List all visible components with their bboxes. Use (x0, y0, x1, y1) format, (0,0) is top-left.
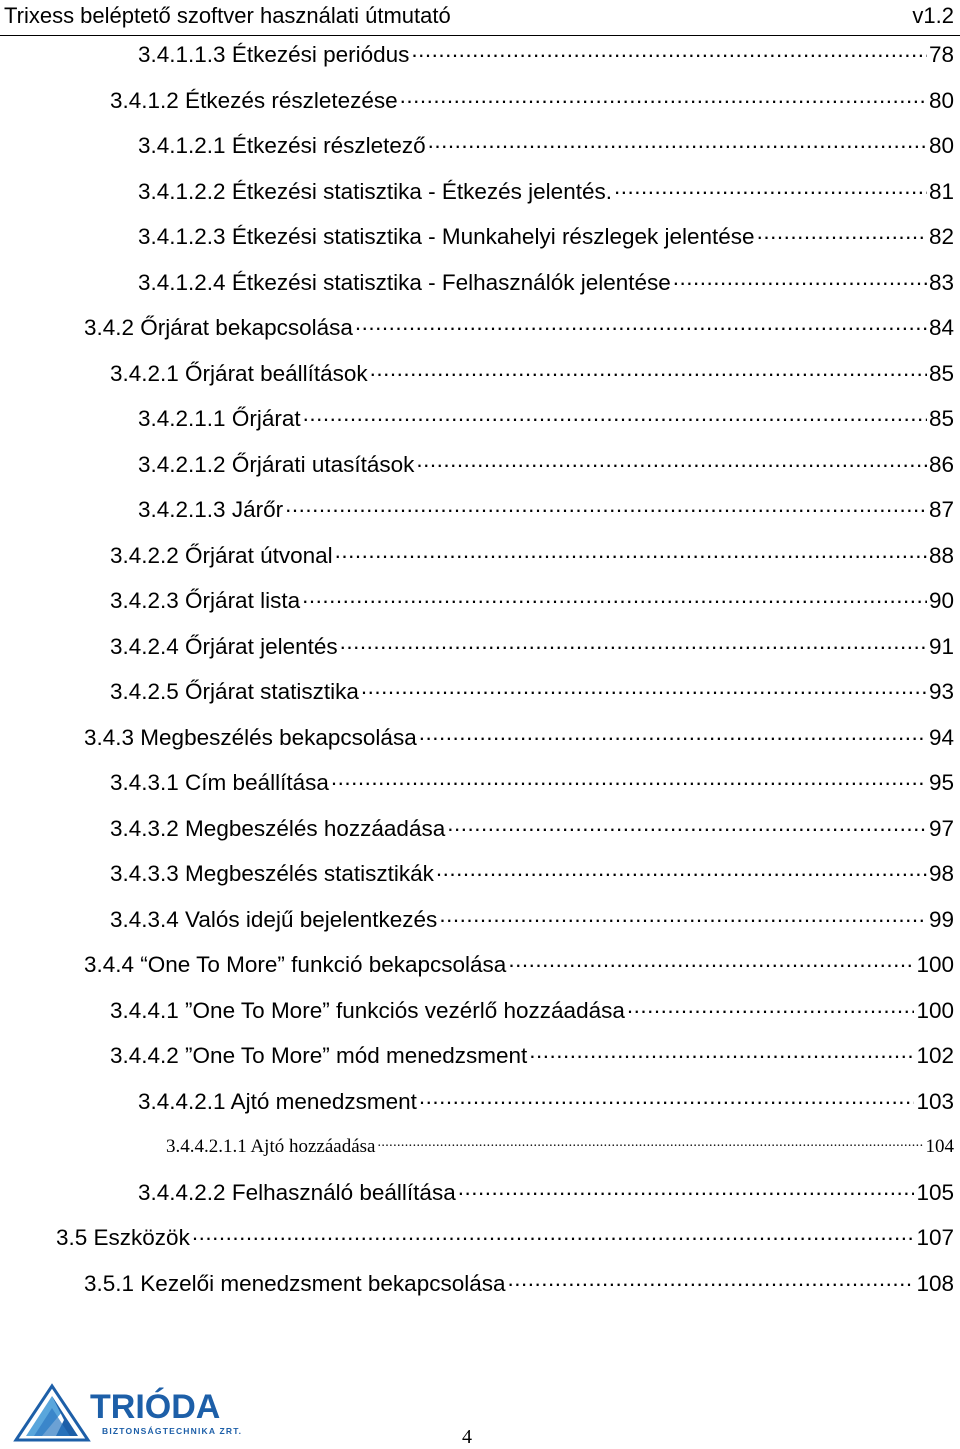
toc-entry-page: 98 (928, 861, 954, 886)
toc-entry-page: 86 (928, 451, 954, 477)
toc-entry-label: 3.4.1.1.3 Étkezési periódus (138, 42, 410, 67)
toc-entry-page: 93 (928, 679, 954, 704)
toc-entry-label: 3.4.2.3 Őrjárat lista (110, 588, 301, 613)
toc-entry[interactable] (138, 131, 954, 161)
toc-entry-page: 103 (916, 1088, 954, 1114)
toc-entry-page: 105 (916, 1179, 954, 1205)
toc-entry[interactable] (138, 1178, 954, 1208)
logo-triangle-icon (16, 1386, 88, 1440)
toc-entry-label: 3.4.1.2.1 Étkezési részletező (138, 133, 426, 158)
toc-dot-leader (458, 1178, 915, 1208)
toc-entry[interactable] (84, 313, 954, 343)
toc-entry[interactable] (138, 268, 954, 298)
toc-dot-leader (436, 859, 927, 889)
toc-entry-label: 3.4.1.2.4 Étkezési statisztika - Felhasználók jelentése (138, 269, 671, 295)
toc-dot-leader (428, 131, 927, 161)
toc-entry[interactable] (138, 450, 954, 480)
toc-entry[interactable] (110, 586, 954, 616)
toc-dot-leader (411, 40, 927, 70)
toc-entry-label: 3.4.3.4 Valós idejű bejelentkezés (110, 906, 438, 932)
toc-entry-page: 90 (928, 588, 954, 613)
toc-entry-page: 102 (916, 1043, 954, 1068)
toc-entry[interactable] (110, 541, 954, 571)
toc-entry[interactable] (110, 677, 954, 707)
toc-entry[interactable] (138, 40, 954, 70)
toc-entry-label: 3.5 Eszközök (56, 1225, 190, 1250)
logo-subtitle: BIZTONSÁGTECHNIKA ZRT. (102, 1426, 243, 1436)
toc-entry[interactable] (84, 723, 954, 753)
toc-entry[interactable] (110, 632, 954, 662)
toc-entry[interactable] (138, 495, 954, 525)
toc-entry[interactable] (110, 86, 954, 116)
toc-entry-page: 94 (928, 724, 954, 750)
toc-entry-page: 91 (928, 633, 954, 659)
toc-entry-page: 85 (928, 406, 954, 431)
toc-entry-label: 3.4.4.1 ”One To More” funkciós vezérlő hozzáadása (110, 997, 625, 1023)
toc-entry-label: 3.4.1.2.2 Étkezési statisztika - Étkezés jelentés. (138, 178, 612, 204)
toc-entry-label: 3.4.4.2.1 Ajtó menedzsment (138, 1088, 417, 1114)
toc-dot-leader (400, 86, 927, 116)
toc-entry-label: 3.4.4.2 ”One To More” mód menedzsment (110, 1043, 528, 1068)
toc-entry[interactable] (110, 814, 954, 844)
toc-entry-page: 80 (928, 87, 954, 113)
toc-entry-label: 3.4.3 Megbeszélés bekapcsolása (84, 724, 417, 750)
toc-dot-leader (302, 586, 927, 616)
toc-entry-page: 95 (928, 770, 954, 795)
toc-entry-label: 3.4.3.1 Cím beállítása (110, 770, 329, 795)
toc-entry[interactable] (110, 996, 954, 1026)
toc-dot-leader (508, 1269, 915, 1299)
toc-entry-page: 78 (928, 42, 954, 67)
toc-entry-label: 3.4.2 Őrjárat bekapcsolása (84, 315, 353, 340)
toc-dot-leader (377, 1132, 923, 1162)
toc-entry-page: 99 (928, 906, 954, 932)
toc-dot-leader (285, 495, 927, 525)
toc-dot-leader (361, 677, 927, 707)
toc-entry[interactable] (110, 905, 954, 935)
toc-dot-leader (192, 1223, 915, 1253)
toc-entry[interactable] (110, 359, 954, 389)
toc-entry-label: 3.4.4 “One To More” funkció bekapcsolása (84, 952, 507, 977)
toc-entry[interactable] (138, 222, 954, 252)
page-header (0, 0, 960, 36)
document-title: Trixess beléptető szoftver használati útmutató (4, 3, 451, 28)
toc-entry[interactable] (56, 1223, 954, 1253)
toc-entry-page: 81 (928, 178, 954, 204)
toc-entry[interactable] (166, 1132, 954, 1162)
logo-wordmark: TRIÓDA (90, 1388, 221, 1426)
toc-entry-label: 3.4.2.1.1 Őrjárat (138, 406, 301, 431)
toc-entry-page: 84 (928, 315, 954, 340)
toc-dot-leader (340, 632, 927, 662)
toc-entry-label: 3.4.2.1.3 Járőr (138, 497, 284, 522)
document-version: v1.2 (912, 3, 954, 28)
toc-entry-page: 97 (928, 815, 954, 841)
toc-dot-leader (331, 768, 927, 798)
toc-entry-label: 3.4.3.2 Megbeszélés hozzáadása (110, 815, 446, 841)
toc-entry-page: 83 (928, 269, 954, 295)
toc-entry[interactable] (110, 859, 954, 889)
toc-entry-label: 3.4.3.3 Megbeszélés statisztikák (110, 861, 434, 886)
toc-entry[interactable] (138, 404, 954, 434)
toc-entry-page: 108 (916, 1270, 954, 1296)
toc-entry-page: 107 (916, 1225, 954, 1250)
toc-entry[interactable] (110, 768, 954, 798)
toc-entry-page: 100 (916, 997, 954, 1023)
toc-entry-page: 100 (916, 952, 954, 977)
toc-entry[interactable] (84, 950, 954, 980)
toc-dot-leader (673, 268, 927, 298)
toc-dot-leader (508, 950, 914, 980)
toc-entry[interactable] (110, 1041, 954, 1071)
toc-entry-label: 3.4.1.2 Étkezés részletezése (110, 87, 398, 113)
toc-entry-label: 3.5.1 Kezelői menedzsment bekapcsolása (84, 1270, 506, 1296)
toc-dot-leader (355, 313, 927, 343)
toc-entry-label: 3.4.4.2.1.1 Ajtó hozzáadása (166, 1136, 376, 1157)
toc-entry-label: 3.4.4.2.2 Felhasználó beállítása (138, 1179, 456, 1205)
toc-dot-leader (614, 177, 927, 207)
toc-entry-label: 3.4.1.2.3 Étkezési statisztika - Munkahelyi részlegek jelentése (138, 224, 755, 249)
toc-dot-leader (529, 1041, 914, 1071)
toc-dot-leader (439, 905, 927, 935)
toc-dot-leader (370, 359, 927, 389)
toc-entry[interactable] (84, 1269, 954, 1299)
toc-dot-leader (757, 222, 927, 252)
toc-entry-page: 88 (928, 542, 954, 568)
toc-entry-page: 85 (928, 360, 954, 386)
toc-entry-label: 3.4.2.5 Őrjárat statisztika (110, 679, 359, 704)
toc-entry-label: 3.4.2.2 Őrjárat útvonal (110, 542, 333, 568)
toc-entry-page: 80 (928, 133, 954, 158)
toc-dot-leader (416, 450, 927, 480)
toc-entry-label: 3.4.2.4 Őrjárat jelentés (110, 633, 338, 659)
toc-entry[interactable] (138, 177, 954, 207)
toc-entry-page: 104 (925, 1136, 954, 1157)
toc-dot-leader (419, 723, 927, 753)
toc-dot-leader (419, 1087, 915, 1117)
toc-entry-label: 3.4.2.1 Őrjárat beállítások (110, 360, 368, 386)
toc-entry[interactable] (138, 1087, 954, 1117)
toc-dot-leader (335, 541, 927, 571)
toc-entry-page: 82 (928, 224, 954, 249)
toc-dot-leader (627, 996, 915, 1026)
toc-entry-page: 87 (928, 497, 954, 522)
trioda-logo (12, 1382, 252, 1442)
page-number: 4 (462, 1426, 472, 1448)
toc-entry-label: 3.4.2.1.2 Őrjárati utasítások (138, 451, 415, 477)
toc-dot-leader (447, 814, 927, 844)
toc-dot-leader (303, 404, 927, 434)
